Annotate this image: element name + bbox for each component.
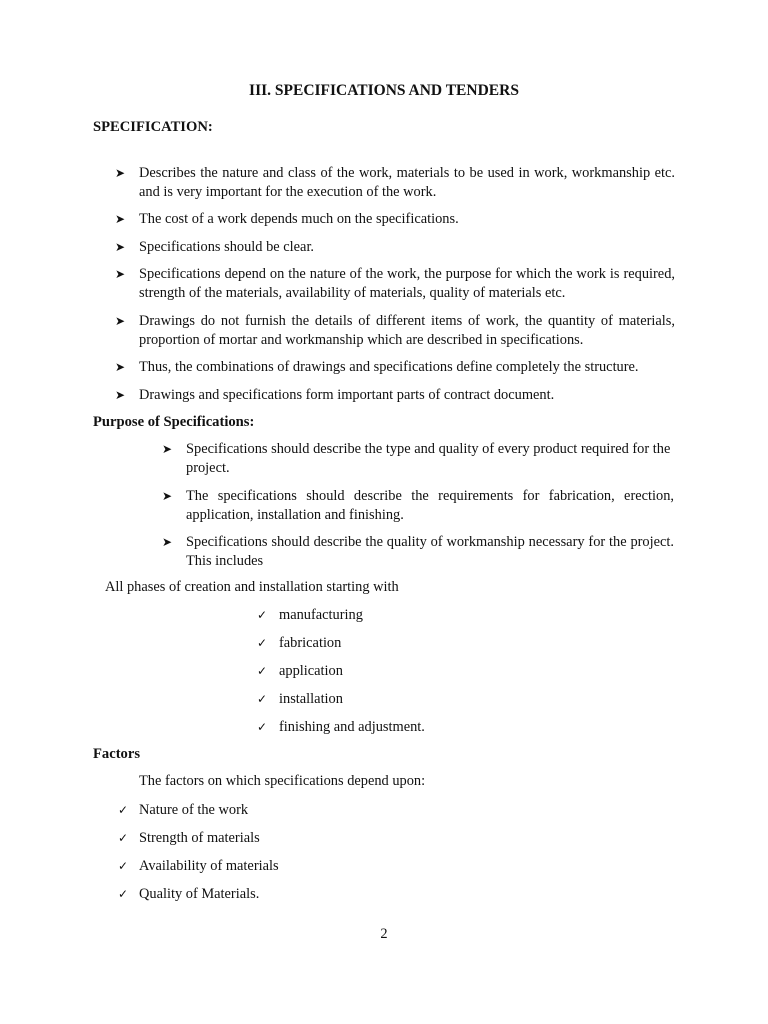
check-mark-icon: ✓	[118, 831, 129, 845]
page-number: 2	[380, 926, 388, 942]
arrow-bullet-icon: ➤	[115, 240, 126, 254]
arrow-bullet-icon: ➤	[162, 489, 173, 503]
list-item: ➤ Specifications should describe the type and quality of every product required for the project.	[162, 441, 671, 476]
arrow-bullet-icon: ➤	[162, 535, 173, 549]
list-item: ➤ Describes the nature and class of the work, materials to be used in work, workmanship etc. and is very important for the execution of the work.	[115, 165, 675, 200]
check-mark-icon: ✓	[257, 608, 268, 622]
check-mark-icon: ✓	[118, 887, 129, 901]
list-item: ➤ Thus, the combinations of drawings and specifications define completely the structure.	[115, 359, 639, 375]
arrow-bullet-icon: ➤	[115, 314, 126, 328]
list-item: ➤ The specifications should describe the requirements for fabrication, erection, application, installation and finishing.	[162, 488, 674, 523]
factors-intro: The factors on which specifications depend upon:	[139, 773, 426, 789]
list-item: ✓ finishing and adjustment.	[257, 719, 425, 735]
list-item: ➤ The cost of a work depends much on the specifications.	[115, 211, 459, 227]
arrow-bullet-icon: ➤	[115, 388, 126, 402]
check-mark-icon: ✓	[257, 636, 268, 650]
page-title: III. SPECIFICATIONS AND TENDERS	[249, 82, 519, 99]
check-mark-icon: ✓	[257, 692, 268, 706]
arrow-bullet-icon: ➤	[115, 360, 126, 374]
arrow-bullet-icon: ➤	[115, 166, 126, 180]
check-mark-icon: ✓	[118, 859, 129, 873]
purpose-heading: Purpose of Specifications:	[93, 414, 255, 430]
arrow-bullet-icon: ➤	[162, 442, 173, 456]
check-mark-icon: ✓	[257, 664, 268, 678]
list-item: ✓ installation	[257, 691, 343, 707]
list-item: ✓ Availability of materials	[118, 858, 279, 874]
list-item: ➤ Specifications should describe the quality of workmanship necessary for the project. This includes	[162, 534, 674, 569]
list-item: ➤ Drawings do not furnish the details of different items of work, the quantity of materials, proportion of mortar and workmanship which are described in specifications.	[115, 313, 675, 348]
list-item: ✓ Strength of materials	[118, 830, 260, 846]
check-mark-icon: ✓	[257, 720, 268, 734]
arrow-bullet-icon: ➤	[115, 212, 126, 226]
list-item: ✓ fabrication	[257, 635, 342, 651]
phases-intro: All phases of creation and installation starting with	[105, 579, 399, 595]
list-item: ✓ Nature of the work	[118, 802, 249, 818]
list-item: ➤ Specifications should be clear.	[115, 239, 315, 255]
list-item: ✓ manufacturing	[257, 607, 363, 623]
check-mark-icon: ✓	[118, 803, 129, 817]
list-item: ➤ Drawings and specifications form important parts of contract document.	[115, 387, 555, 403]
specification-heading: SPECIFICATION:	[93, 119, 213, 135]
factors-heading: Factors	[93, 746, 141, 762]
list-item: ➤ Specifications depend on the nature of the work, the purpose for which the work is required, strength of the materials, availability of materials, quality of materials etc.	[115, 266, 675, 301]
list-item: ✓ application	[257, 663, 343, 679]
arrow-bullet-icon: ➤	[115, 267, 126, 281]
list-item: ✓ Quality of Materials.	[118, 886, 260, 902]
